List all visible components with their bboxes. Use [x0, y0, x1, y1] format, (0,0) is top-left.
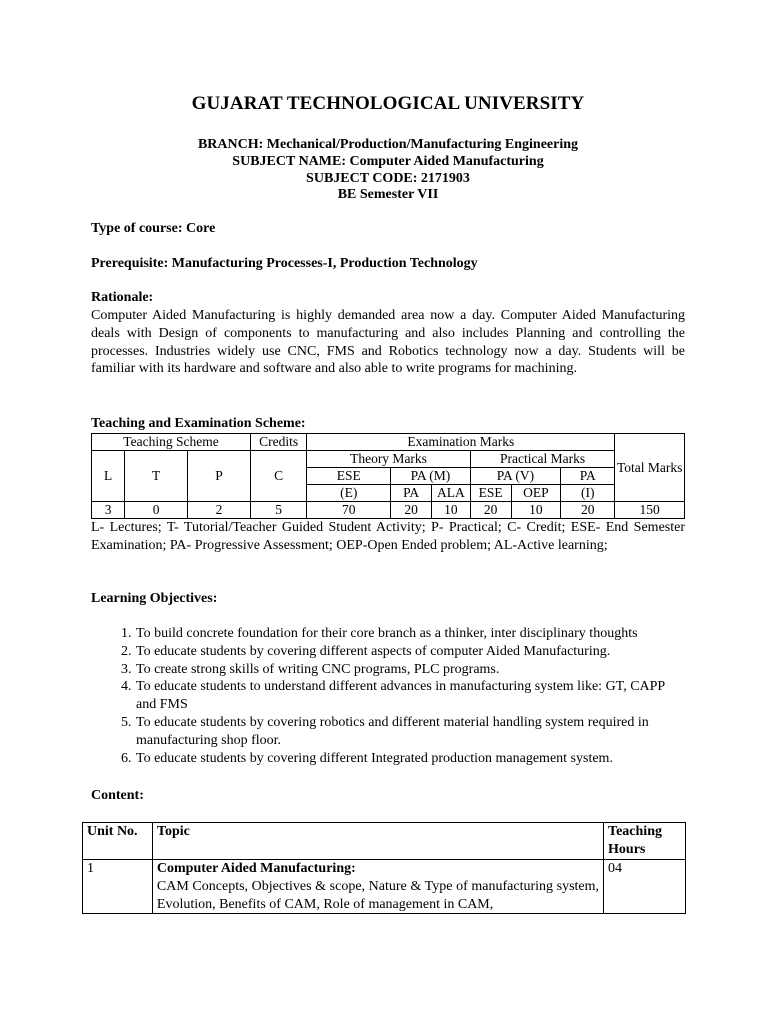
list-item: 1. To build concrete foundation for their core branch as a thinker, inter disciplinary thoughts	[135, 625, 685, 643]
branch-line: BRANCH: Mechanical/Production/Manufacturing Engineering	[197, 137, 579, 152]
pa-m-header: PA (M)	[391, 468, 470, 485]
t-header: T	[125, 451, 188, 502]
c-header: C	[251, 451, 307, 502]
unit-no-header: Unit No.	[83, 823, 153, 860]
l-header: L	[92, 451, 125, 502]
teaching-hours-header: Teaching Hours	[604, 823, 686, 860]
t-value: 0	[125, 502, 188, 519]
oep-header: OEP	[511, 485, 561, 502]
credits-header: Credits	[251, 434, 307, 451]
l-value: 3	[92, 502, 125, 519]
prerequisite: Prerequisite: Manufacturing Processes-I, Production Technology	[91, 256, 478, 271]
total-marks-label: Total Marks	[616, 460, 683, 475]
topic-cell	[152, 860, 603, 914]
hours-value: 04	[604, 860, 686, 914]
scheme-heading: Teaching and Examination Scheme:	[91, 416, 306, 431]
semester-line: BE Semester VII	[337, 187, 439, 202]
scheme-legend: L- Lectures; T- Tutorial/Teacher Guided Student Activity; P- Practical; C- Credit; ESE- End Semester Examination; PA- Progressive Assessment; OEP-Open Ended problem; AL-Active learning;	[91, 520, 685, 553]
list-item: 4. To educate students to understand different advances in manufacturing system like: GT, CAPP and FMS	[135, 678, 685, 714]
ala-value: 10	[432, 502, 471, 519]
p-value: 2	[188, 502, 251, 519]
c-value: 5	[251, 502, 307, 519]
teaching-scheme-header: Teaching Scheme	[92, 434, 251, 451]
rationale-heading: Rationale:	[91, 290, 154, 305]
ese-e-header: (E)	[307, 485, 391, 502]
ese2-header: ESE	[470, 485, 511, 502]
subject-code-line: SUBJECT CODE: 2171903	[306, 171, 470, 186]
list-item: 2. To educate students by covering different aspects of computer Aided Manufacturing.	[135, 643, 685, 661]
ese-header: ESE	[307, 468, 391, 485]
university-title: GUJARAT TECHNOLOGICAL UNIVERSITY	[191, 93, 585, 114]
teaching-exam-scheme-table	[91, 433, 685, 519]
subject-name-line: SUBJECT NAME: Computer Aided Manufacturing	[232, 154, 544, 169]
oep-value: 10	[511, 502, 561, 519]
objectives-heading: Learning Objectives:	[91, 591, 218, 606]
theory-marks-header: Theory Marks	[307, 451, 470, 468]
pa-value: 20	[391, 502, 432, 519]
list-item: 5. To educate students by covering robotics and different material handling system required in manufacturing shop floor.	[135, 714, 685, 750]
topic-title: Computer Aided Manufacturing:	[156, 861, 356, 876]
total-marks-header	[615, 434, 685, 502]
ala-header: ALA	[432, 485, 471, 502]
content-heading: Content:	[91, 788, 144, 803]
ese-v-value: 20	[470, 502, 511, 519]
course-type: Type of course: Core	[91, 221, 216, 236]
p-header: P	[188, 451, 251, 502]
ese-e-value: 70	[307, 502, 391, 519]
practical-marks-header: Practical Marks	[470, 451, 615, 468]
total-value: 150	[615, 502, 685, 519]
topic-header: Topic	[152, 823, 603, 860]
objectives-list	[91, 625, 685, 767]
pa-v-header: PA (V)	[470, 468, 561, 485]
exam-marks-header: Examination Marks	[307, 434, 615, 451]
list-item: 3. To create strong skills of writing CNC programs, PLC programs.	[135, 661, 685, 679]
pa2-header: PA	[561, 468, 615, 485]
content-table	[82, 822, 686, 914]
topic-text: CAM Concepts, Objectives & scope, Nature & Type of manufacturing system, Evolution, Benefits of CAM, Role of management in CAM,	[156, 878, 600, 912]
pa-header: PA	[391, 485, 432, 502]
table-row	[83, 860, 686, 914]
unit-number: 1	[83, 860, 153, 914]
pa-i-value: 20	[561, 502, 615, 519]
pa-i-header: (I)	[561, 485, 615, 502]
list-item: 6. To educate students by covering different Integrated production management system.	[135, 750, 685, 768]
rationale-text: Computer Aided Manufacturing is highly demanded area now a day. Computer Aided Manufacturing deals with Design of components to manufacturing and also includes Planning and controlling the processes. Industries widely use CNC, FMS and Robotics technology now a day. Students will be familiar with its hardware and software and also able to write programs for machining.	[91, 308, 685, 377]
